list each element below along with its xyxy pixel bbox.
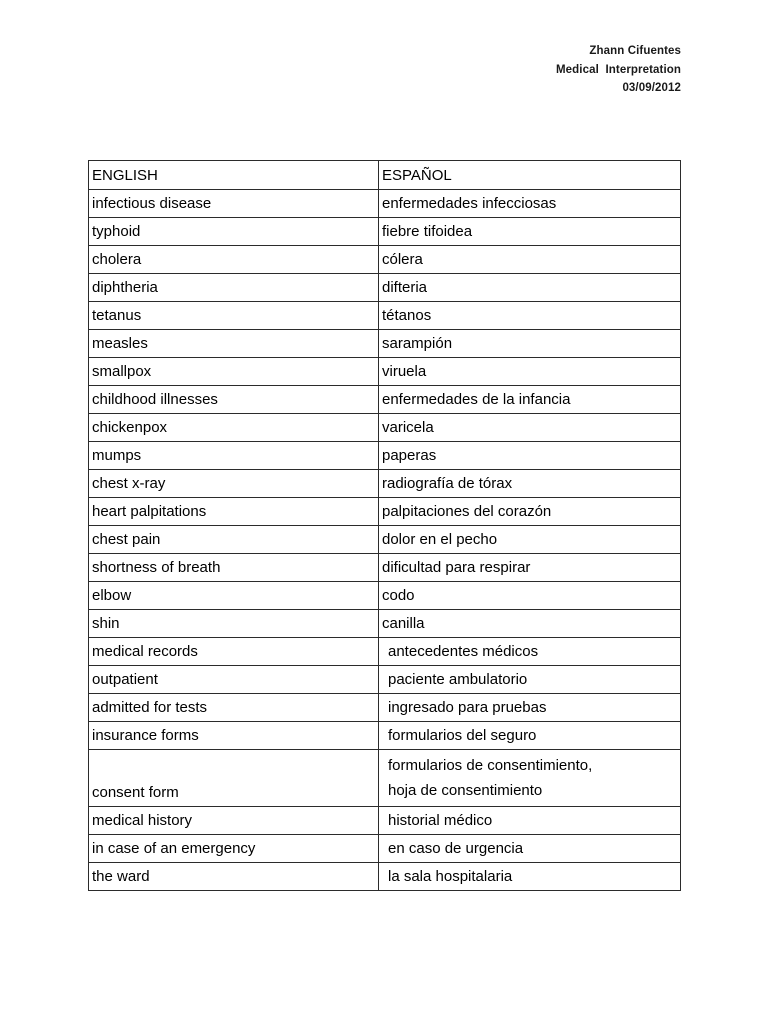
table-header-row [89,161,681,190]
cell-spanish: dolor en el pecho [379,526,681,554]
table-row [89,526,681,554]
cell-spanish-line-2: hoja de consentimiento [388,782,543,799]
header-author-line: Zhann Cifuentes [589,45,681,57]
cell-spanish: viruela [379,358,681,386]
table-body [89,190,681,891]
cell-spanish: enfermedades infecciosas [379,190,681,218]
cell-english: in case of an emergency [89,835,379,863]
cell-english: measles [89,330,379,358]
table-row [89,554,681,582]
table-row [89,414,681,442]
cell-english: childhood illnesses [89,386,379,414]
cell-english: smallpox [89,358,379,386]
table-row [89,246,681,274]
table-row [89,498,681,526]
cell-spanish: paperas [379,442,681,470]
cell-spanish: sarampión [379,330,681,358]
table-row [89,807,681,835]
cell-english: medical records [89,638,379,666]
cell-english: mumps [89,442,379,470]
cell-english: admitted for tests [89,694,379,722]
table-row [89,218,681,246]
cell-spanish-line-1: formularios de consentimiento, [388,757,593,774]
cell-english: tetanus [89,302,379,330]
cell-english: chest x-ray [89,470,379,498]
table-row [89,190,681,218]
cell-english: typhoid [89,218,379,246]
table-row [89,750,681,807]
cell-english: chest pain [89,526,379,554]
cell-english: elbow [89,582,379,610]
cell-english: the ward [89,863,379,891]
cell-spanish: canilla [379,610,681,638]
table-row [89,610,681,638]
cell-spanish: ingresado para pruebas [379,694,681,722]
table-row [89,274,681,302]
table-row [89,638,681,666]
cell-spanish: paciente ambulatorio [379,666,681,694]
cell-english: consent form [89,750,379,807]
cell-spanish: historial médico [379,807,681,835]
cell-english: insurance forms [89,722,379,750]
header-course-line: Medical Interpretation [556,63,681,76]
cell-spanish: codo [379,582,681,610]
table-row [89,582,681,610]
column-header-spanish: ESPAÑOL [379,161,681,190]
cell-spanish: radiografía de tórax [379,470,681,498]
table-row [89,722,681,750]
cell-spanish: cólera [379,246,681,274]
table-row [89,694,681,722]
table-row [89,330,681,358]
table-header [89,161,681,190]
cell-spanish: antecedentes médicos [379,638,681,666]
table-row [89,835,681,863]
table-row [89,470,681,498]
document-header-block [300,42,681,98]
table-row [89,358,681,386]
column-header-english: ENGLISH [89,161,379,190]
table-row [89,863,681,891]
cell-english: diphtheria [89,274,379,302]
cell-english: heart palpitations [89,498,379,526]
table-row [89,666,681,694]
cell-spanish: la sala hospitalaria [379,863,681,891]
vocabulary-table [88,160,681,891]
cell-english: shin [89,610,379,638]
cell-english: medical history [89,807,379,835]
table-row [89,302,681,330]
cell-spanish: palpitaciones del corazón [379,498,681,526]
cell-english: chickenpox [89,414,379,442]
table-row [89,386,681,414]
cell-spanish: fiebre tifoidea [379,218,681,246]
cell-spanish: dificultad para respirar [379,554,681,582]
cell-english: infectious disease [89,190,379,218]
cell-spanish: enfermedades de la infancia [379,386,681,414]
cell-english: shortness of breath [89,554,379,582]
cell-spanish: varicela [379,414,681,442]
cell-english: outpatient [89,666,379,694]
cell-spanish: difteria [379,274,681,302]
table-row [89,442,681,470]
cell-spanish: formularios del seguro [379,722,681,750]
header-date-line: 03/09/2012 [622,82,681,94]
cell-spanish: en caso de urgencia [379,835,681,863]
cell-spanish [379,750,681,807]
cell-english: cholera [89,246,379,274]
cell-spanish: tétanos [379,302,681,330]
